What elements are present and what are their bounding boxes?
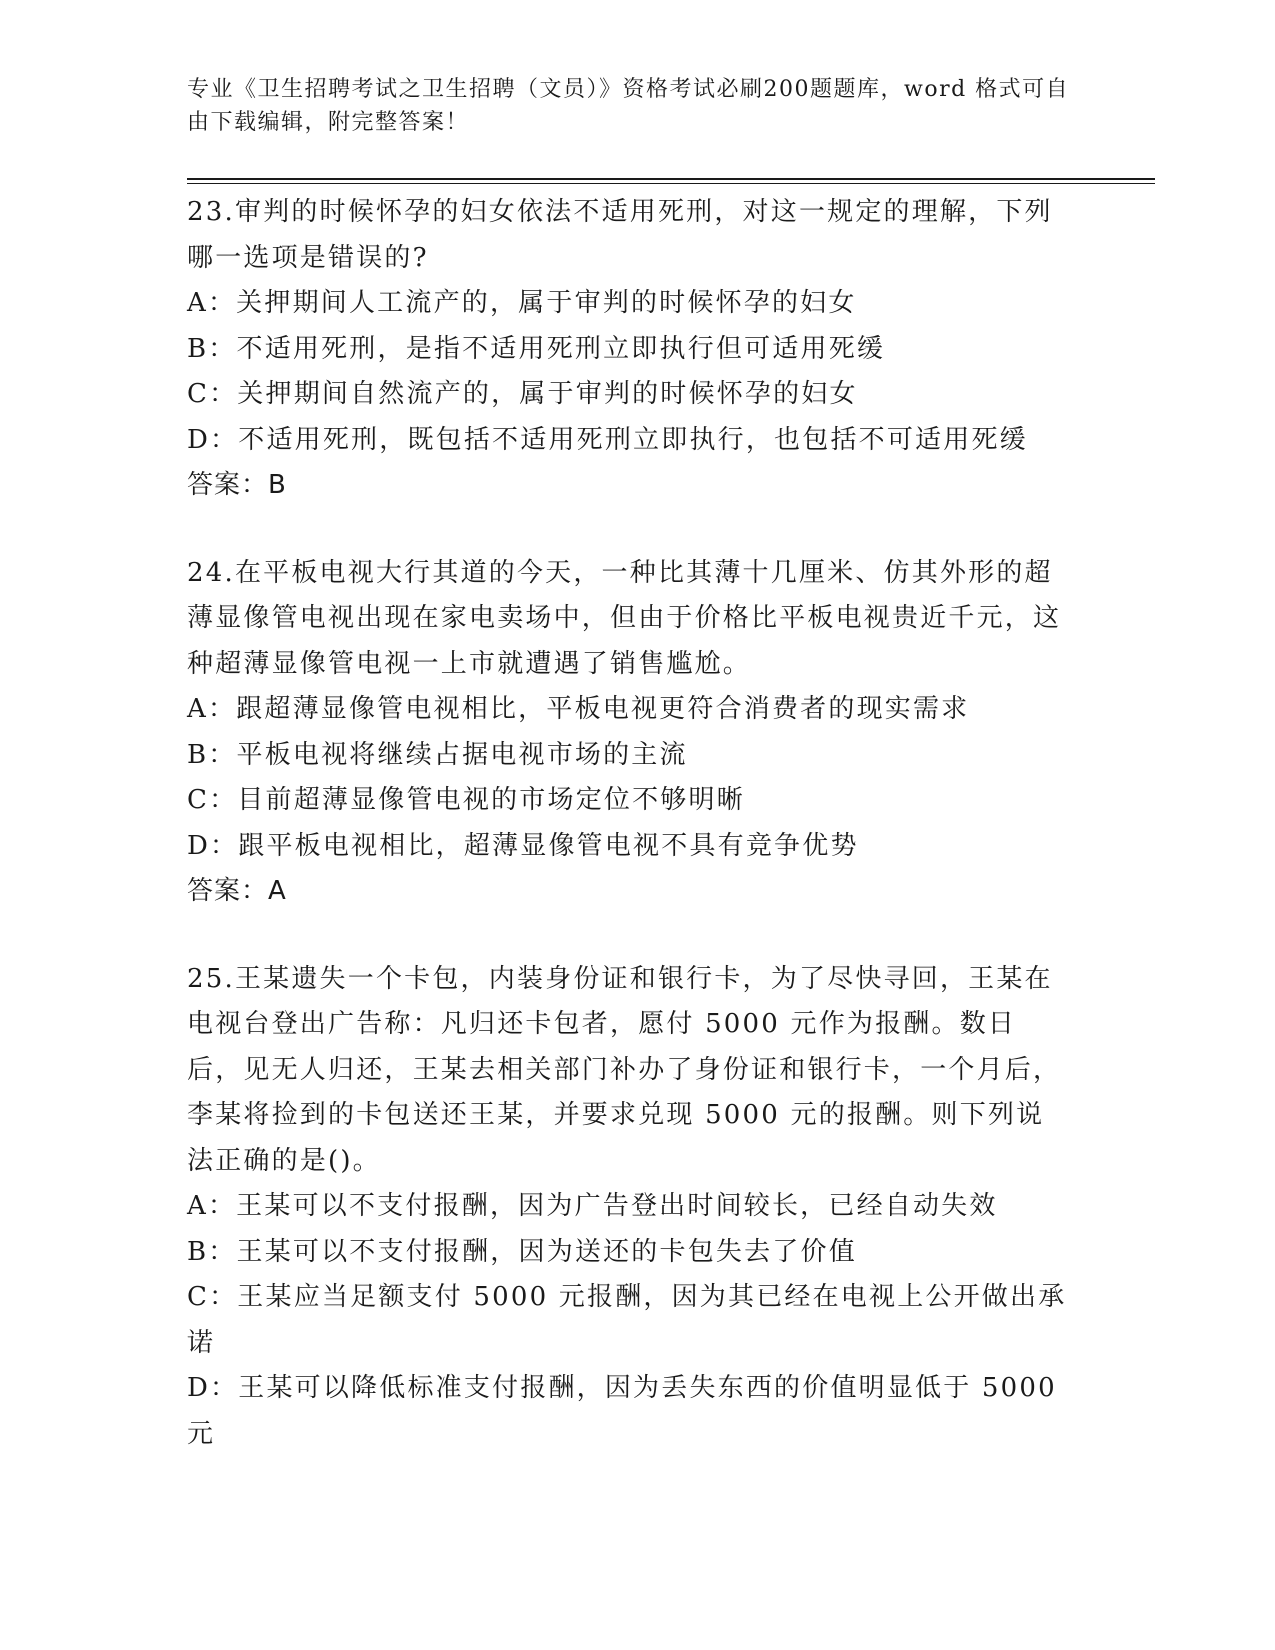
- question-stem: 23.审判的时候怀孕的妇女依法不适用死刑，对这一规定的理解，下列哪一选项是错误的?: [187, 197, 1053, 273]
- answer-label: 答案：A: [187, 876, 287, 906]
- header-rule-thick: [187, 178, 1155, 180]
- option-c: C：王某应当足额支付 5000 元报酬，因为其已经在电视上公开做出承诺: [187, 1282, 1067, 1358]
- option-d: D：王某可以降低标准支付报酬，因为丢失东西的价值明显低于 5000 元: [187, 1373, 1057, 1449]
- header-rule-thin: [187, 183, 1155, 184]
- question-stem: 25.王某遗失一个卡包，内装身份证和银行卡，为了尽快寻回，王某在电视台登出广告称：凡归还卡包者，愿付 5000 元作为报酬。数日后，见无人归还，王某去相关部门补办了身份证和银行卡，一个月后，李某将捡到的卡包送还王某，并要求兑现 5000 元的报酬。则下列说法正确的是()。: [187, 963, 1062, 1176]
- question-24: [187, 551, 1067, 915]
- option-c: C：目前超薄显像管电视的市场定位不够明晰: [187, 785, 745, 815]
- question-23: [187, 190, 1067, 509]
- answer-label: 答案：B: [187, 470, 287, 500]
- option-a: A：跟超薄显像管电视相比，平板电视更符合消费者的现实需求: [187, 694, 970, 724]
- document-header: 专业《卫生招聘考试之卫生招聘（文员）》资格考试必刷200题题库，word 格式可自由下载编辑，附完整答案！: [187, 77, 1070, 135]
- option-b: B：不适用死刑，是指不适用死刑立即执行但可适用死缓: [187, 333, 886, 364]
- option-d: D：不适用死刑，既包括不适用死刑立即执行，也包括不可适用死缓: [187, 424, 1028, 455]
- question-25: [187, 957, 1067, 1458]
- option-a: A：关押期间人工流产的，属于审判的时候怀孕的妇女: [187, 288, 857, 318]
- question-list: [187, 190, 1067, 1499]
- option-d: D：跟平板电视相比，超薄显像管电视不具有竞争优势: [187, 830, 859, 861]
- question-stem: 24.在平板电视大行其道的今天，一种比其薄十几厘米、仿其外形的超薄显像管电视出现在家电卖场中，但由于价格比平板电视贵近千元，这种超薄显像管电视一上市就遭遇了销售尴尬。: [187, 557, 1062, 679]
- option-b: B：平板电视将继续占据电视市场的主流: [187, 739, 688, 770]
- option-b: B：王某可以不支付报酬，因为送还的卡包失去了价值: [187, 1236, 857, 1267]
- option-a: A：王某可以不支付报酬，因为广告登出时间较长，已经自动失效: [187, 1191, 998, 1221]
- option-c: C：关押期间自然流产的，属于审判的时候怀孕的妇女: [187, 379, 858, 409]
